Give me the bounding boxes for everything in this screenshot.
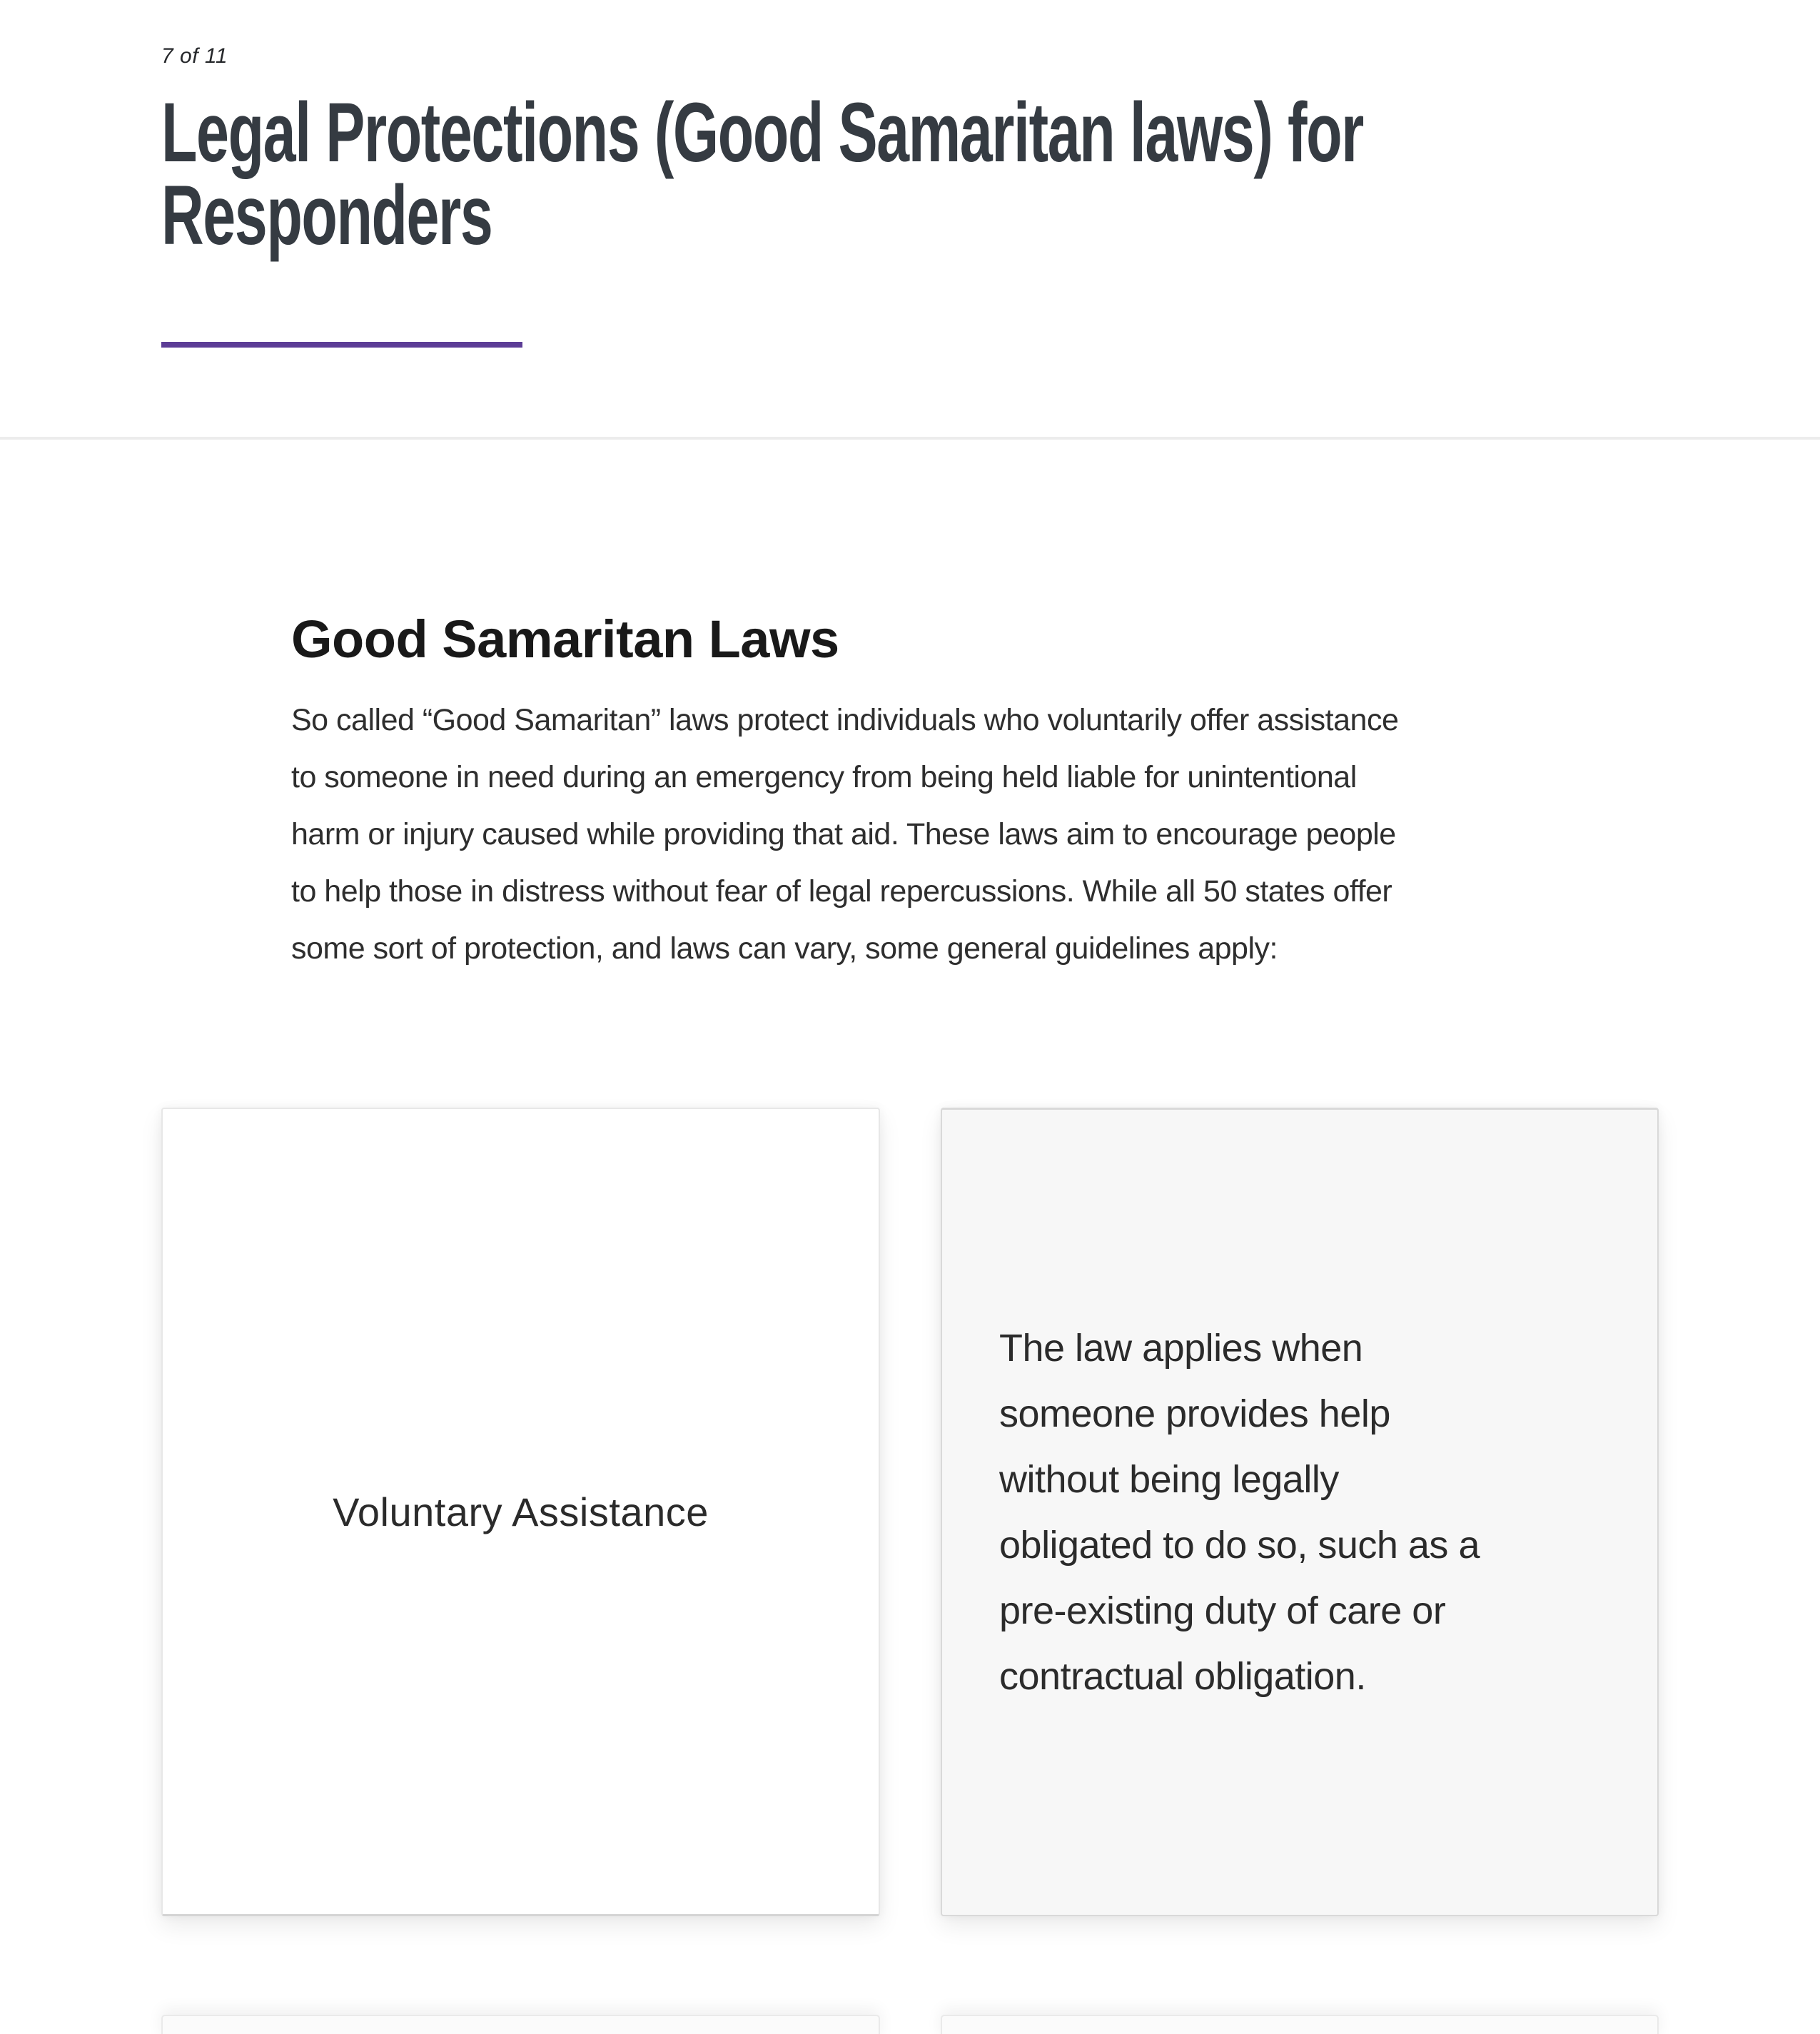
- paragraph-line: some sort of protection, and laws can vary, some general guidelines apply:: [291, 931, 1278, 966]
- paragraph-line: harm or injury caused while providing that aid. These laws aim to encourage people: [291, 817, 1396, 851]
- paragraph-line: to someone in need during an emergency from being held liable for unintentional: [291, 760, 1357, 794]
- section-heading: Good Samaritan Laws: [291, 609, 839, 669]
- page-indicator: 7 of 11: [161, 44, 228, 68]
- flashcard-front-label: Voluntary Assistance: [333, 1489, 709, 1534]
- flashcard-front[interactable]: [161, 1108, 880, 1916]
- flashcard-back-line: The law applies when: [999, 1327, 1363, 1370]
- flashcard-back-line: obligated to do so, such as a: [999, 1524, 1480, 1567]
- flashcard-back-line: someone provides help: [999, 1392, 1390, 1435]
- accent-rule: [161, 342, 522, 348]
- next-flashcard-right-partial[interactable]: [941, 2015, 1659, 2034]
- lesson-title-line1: Legal Protections (Good Samaritan laws) for: [161, 86, 1363, 180]
- section-divider: [0, 437, 1820, 440]
- paragraph-line: to help those in distress without fear of legal repercussions. While all 50 states offer: [291, 874, 1392, 909]
- intro-paragraph: [291, 692, 1562, 977]
- flashcard-back-line: without being legally: [999, 1458, 1339, 1501]
- next-flashcard-left-partial[interactable]: [161, 2015, 880, 2034]
- lesson-title: [161, 86, 1610, 263]
- lesson-title-line2: Responders: [161, 168, 492, 263]
- paragraph-line: So called “Good Samaritan” laws protect individuals who voluntarily offer assistance: [291, 703, 1399, 737]
- flashcard-back-line: pre-existing duty of care or: [999, 1589, 1446, 1632]
- flashcard-back[interactable]: [941, 1108, 1659, 1916]
- flashcard-back-line: contractual obligation.: [999, 1655, 1366, 1698]
